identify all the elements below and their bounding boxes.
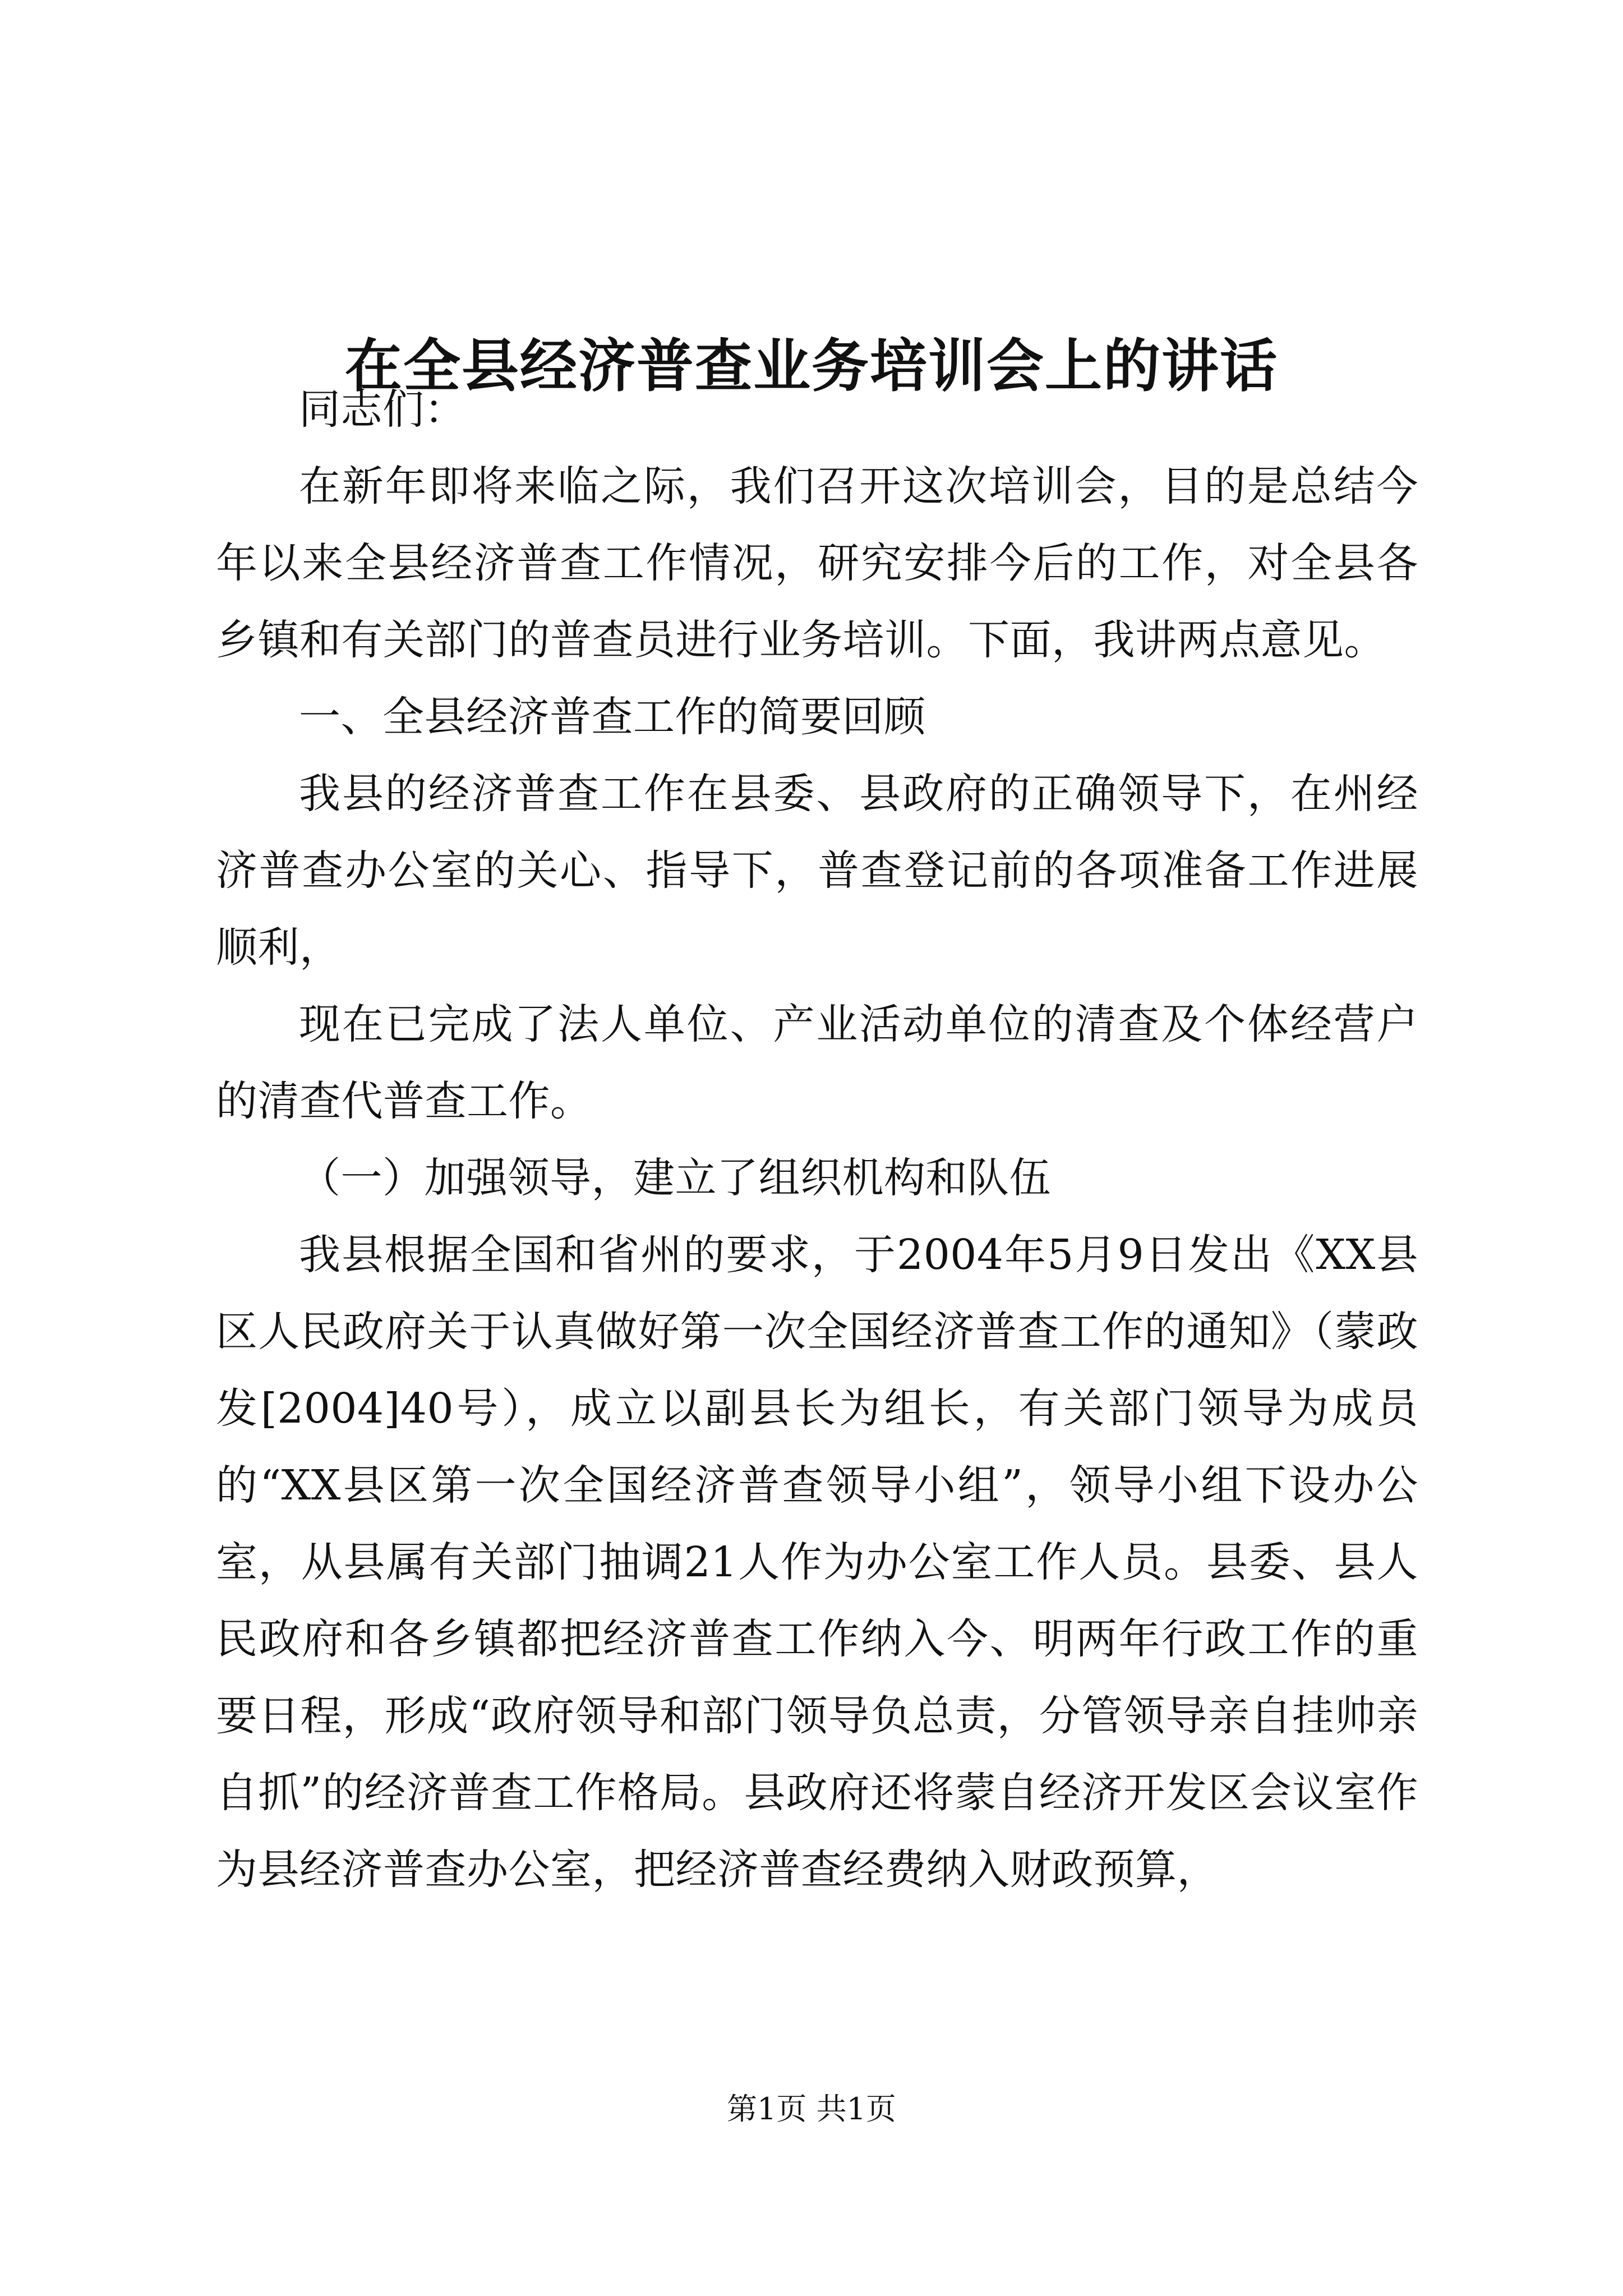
page-footer: 第1页 共1页 <box>727 2091 896 2127</box>
paragraph-progress: 我县的经济普查工作在县委、县政府的正确领导下，在州经济普查办公室的关心、指导下，普查登记前的各项准备工作进展顺利， <box>216 770 1418 972</box>
subsection-heading-leadership: （一）加强领导，建立了组织机构和队伍 <box>299 1154 1051 1202</box>
paragraph-organization: 我县根据全国和省州的要求，于2004年5月9日发出《XX县区人民政府关于认真做好第一次全国经济普查工作的通知》（蒙政发[2004]40号），成立以副县长为组长，有关部门领导为成员的“XX县区第一次全国经济普查领导小组”，领导小组下设办公室，从县属有关部门抽调21人作为办公室工作人员。县委、县人民政府和各乡镇都把经济普查工作纳入今、明两年行政工作的重要日程，形成“政府领导和部门领导负总责，分管领导亲自挂帅亲自抓”的经济普查工作格局。县政府还将蒙自经济开发区会议室作为县经济普查办公室，把经济普查经费纳入财政预算， <box>216 1231 1418 1894</box>
paragraph-intro: 在新年即将来临之际，我们召开这次培训会，目的是总结今年以来全县经济普查工作情况，研究安排今后的工作，对全县各乡镇和有关部门的普查员进行业务培训。下面，我讲两点意见。 <box>216 462 1418 664</box>
section-heading-review: 一、全县经济普查工作的简要回顾 <box>299 693 926 741</box>
paragraph-completed: 现在已完成了法人单位、产业活动单位的清查及个体经营户的清查代普查工作。 <box>216 1000 1418 1125</box>
document-title: 在全县经济普查业务培训会上的讲话 <box>345 333 1278 401</box>
document-body <box>216 371 1418 1908</box>
salutation: 同志们： <box>299 385 466 434</box>
